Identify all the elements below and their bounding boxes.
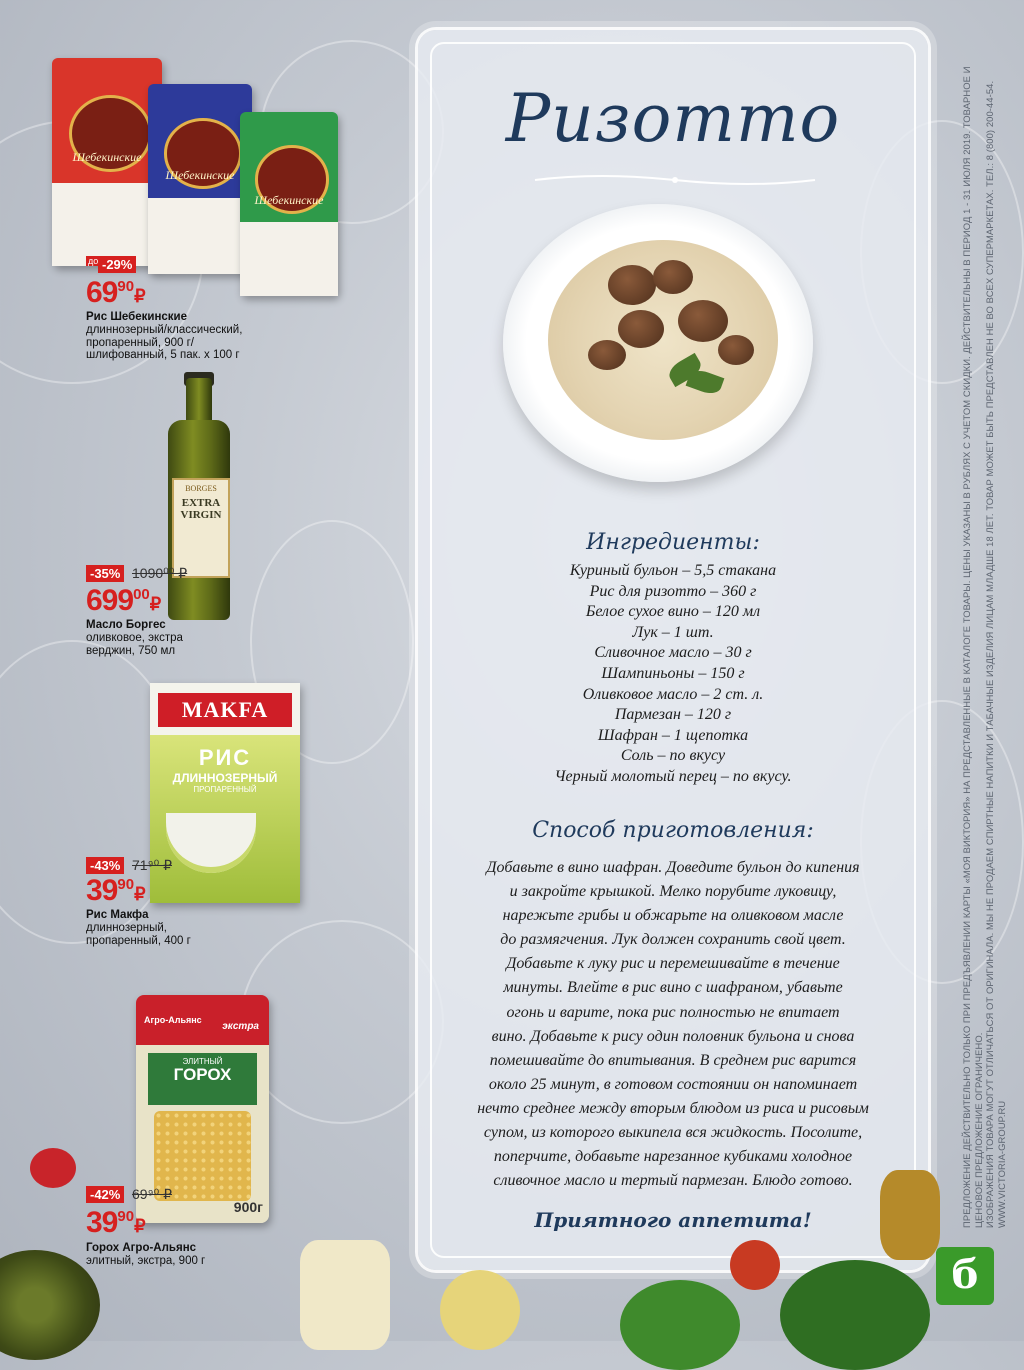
- makfa-box: MAKFA РИС ДЛИННОЗЕРНЫЙ ПРОПАРЕННЫЙ: [150, 683, 300, 903]
- closing-phrase: Приятного аппетита!: [534, 1208, 812, 1232]
- price-cents: 90: [117, 1208, 135, 1225]
- old-price: 69⁹⁰ ₽: [132, 1186, 172, 1202]
- method-line: вино. Добавьте к рису один половник бульона и снова: [491, 1027, 855, 1045]
- risotto-dish: [548, 240, 778, 440]
- method-line: сливочное масло и тертый пармезан. Блюдо готово.: [493, 1172, 853, 1190]
- old-price: 1090⁰⁰ ₽: [132, 565, 188, 581]
- product-desc: длиннозерный, пропаренный, 400 г: [86, 922, 191, 947]
- ingredient-item: Соль – по вкусу: [620, 747, 726, 765]
- currency-icon: ₽: [134, 286, 146, 306]
- method-line: огонь и варите, пока рис полностью не впитает: [506, 1003, 840, 1021]
- method-line: около 25 минут, в готовом состоянии он напоминает: [488, 1075, 858, 1093]
- title-flourish: [530, 170, 820, 190]
- product-name: Горох Агро-Альянс: [86, 1242, 197, 1254]
- ingredient-item: Оливковое масло – 2 ст. л.: [582, 685, 764, 703]
- product-name: Масло Боргес: [86, 619, 166, 631]
- peas-pack: Агро-Альянс экстра ЭЛИТНЫЙ ГОРОХ 900г: [136, 995, 269, 1223]
- ingredient-item: Шампиньоны – 150 г: [601, 664, 745, 682]
- method-line: супом, из которого выкипела вся жидкость. Посолите,: [483, 1124, 863, 1142]
- method-line: помешивайте до впитывания. В среднем рис варится: [489, 1051, 857, 1069]
- ingredients-list: [418, 561, 928, 788]
- product-desc: оливковое, экстра верджин, 750 мл: [86, 632, 183, 657]
- currency-icon: ₽: [149, 594, 162, 614]
- rice-pack-red: Шебекинские: [52, 58, 162, 266]
- price-integer: 39: [86, 1206, 118, 1239]
- discount-badge: -42%: [86, 1186, 124, 1203]
- victoria-logo[interactable]: б: [936, 1247, 994, 1305]
- method-line: поперчите, добавьте нарезанное кубиками холодное: [493, 1148, 853, 1166]
- ingredient-item: Шафран – 1 щепотка: [597, 726, 749, 744]
- price-cents: 90: [117, 278, 135, 295]
- method-heading: Способ приготовления:: [532, 818, 814, 843]
- old-price: 71⁹⁰ ₽: [132, 857, 172, 873]
- product-name: Рис Шебекинские: [86, 311, 188, 323]
- rice-pack-blue: Шебекинские: [148, 84, 252, 274]
- ingredient-item: Пармезан – 120 г: [614, 706, 732, 724]
- discount-prefix: до: [88, 256, 99, 266]
- ingredient-item: Белое сухое вино – 120 мл: [585, 603, 761, 621]
- method-line: и закройте крышкой. Мелко порубите луковицу,: [509, 883, 837, 901]
- legal-disclaimer: ПРЕДЛОЖЕНИЕ ДЕЙСТВИТЕЛЬНО ТОЛЬКО ПРИ ПРЕДЪЯВЛЕНИИ КАРТЫ «МОЯ ВИКТОРИЯ» НА ПРЕДСТАВЛЕННЫЕ В КАТАЛОГЕ ТОВАРЫ. ЦЕНЫ УКАЗАНЫ В РУБЛЯХ С УЧЕТОМ СКИДКИ. ДЕЙСТВИТЕЛЬНЫ В ПЕРИОД 1 - 31 ИЮЛЯ 2019. ТОВАРНОЕ И ЦЕНОВОЕ ПРЕДЛОЖЕНИЕ ОГРАНИЧЕНО. ИЗОБРАЖЕНИЯ ТОВАРА МОГУТ ОТЛИЧАТЬСЯ ОТ ОРИГИНАЛА. МЫ НЕ ПРОДАЕМ СПИРТНЫЕ НАПИТКИ И ТАБАЧНЫЕ ИЗДЕЛИЯ ЛИЦАМ МЛАДШЕ 18 ЛЕТ. ТОВАР МОЖЕТ БЫТЬ ПРЕДСТАВЛЕН НЕ ВО ВСЕХ СУПЕРМАРКЕТАХ. ТЕЛ.: 8 (800) 200-44-54. WWW.VICTORIA-GROUP.RU: [961, 66, 1007, 1228]
- method-line: до размягчения. Лук должен сохранить свой цвет.: [500, 931, 846, 949]
- price: [86, 874, 146, 908]
- discount-badge: -35%: [86, 565, 124, 582]
- ingredient-item: Сливочное масло – 30 г: [594, 644, 752, 662]
- price: [86, 584, 161, 618]
- method-line: нечто среднее между вторым блюдом из риса и рисовым: [477, 1099, 869, 1117]
- price-integer: 69: [86, 276, 118, 309]
- method-line: нарежьте грибы и обжарьте на оливковом масле: [502, 907, 844, 925]
- recipe-title: Ризотто: [505, 80, 841, 157]
- rice-pack-green: Шебекинские: [240, 112, 338, 296]
- ingredient-item: Лук – 1 шт.: [632, 623, 714, 641]
- method-text: [448, 856, 898, 1193]
- method-line: минуты. Влейте в рис вино с шафраном, убавьте: [503, 979, 843, 997]
- bottle-label: BORGES EXTRA VIRGIN: [172, 478, 230, 578]
- ingredients-heading: Ингредиенты:: [586, 530, 760, 555]
- ingredient-item: Рис для ризотто – 360 г: [589, 582, 757, 600]
- price: [86, 276, 146, 310]
- currency-icon: ₽: [134, 1216, 146, 1236]
- method-line: Добавьте к луку рис и перемешивайте в течение: [506, 955, 840, 973]
- ingredient-item: Куриный бульон – 5,5 стакана: [569, 562, 777, 579]
- price-integer: 39: [86, 874, 118, 907]
- price: [86, 1206, 146, 1240]
- product-desc: длиннозерный/классический, пропаренный, 900 г/ шлифованный, 5 пак. х 100 г: [86, 324, 243, 361]
- method-line: Добавьте в вино шафран. Доведите бульон до кипения: [486, 859, 860, 876]
- ingredient-item: Черный молотый перец – по вкусу.: [554, 767, 792, 785]
- currency-icon: ₽: [134, 884, 146, 904]
- price-cents: 90: [117, 876, 135, 893]
- product-name: Рис Макфа: [86, 909, 149, 921]
- price-integer: 699: [86, 584, 134, 617]
- product-desc: элитный, экстра, 900 г: [86, 1255, 206, 1267]
- price-cents: 00: [133, 586, 150, 603]
- discount-badge: -43%: [86, 857, 124, 874]
- discount-badge: -29%: [98, 256, 136, 273]
